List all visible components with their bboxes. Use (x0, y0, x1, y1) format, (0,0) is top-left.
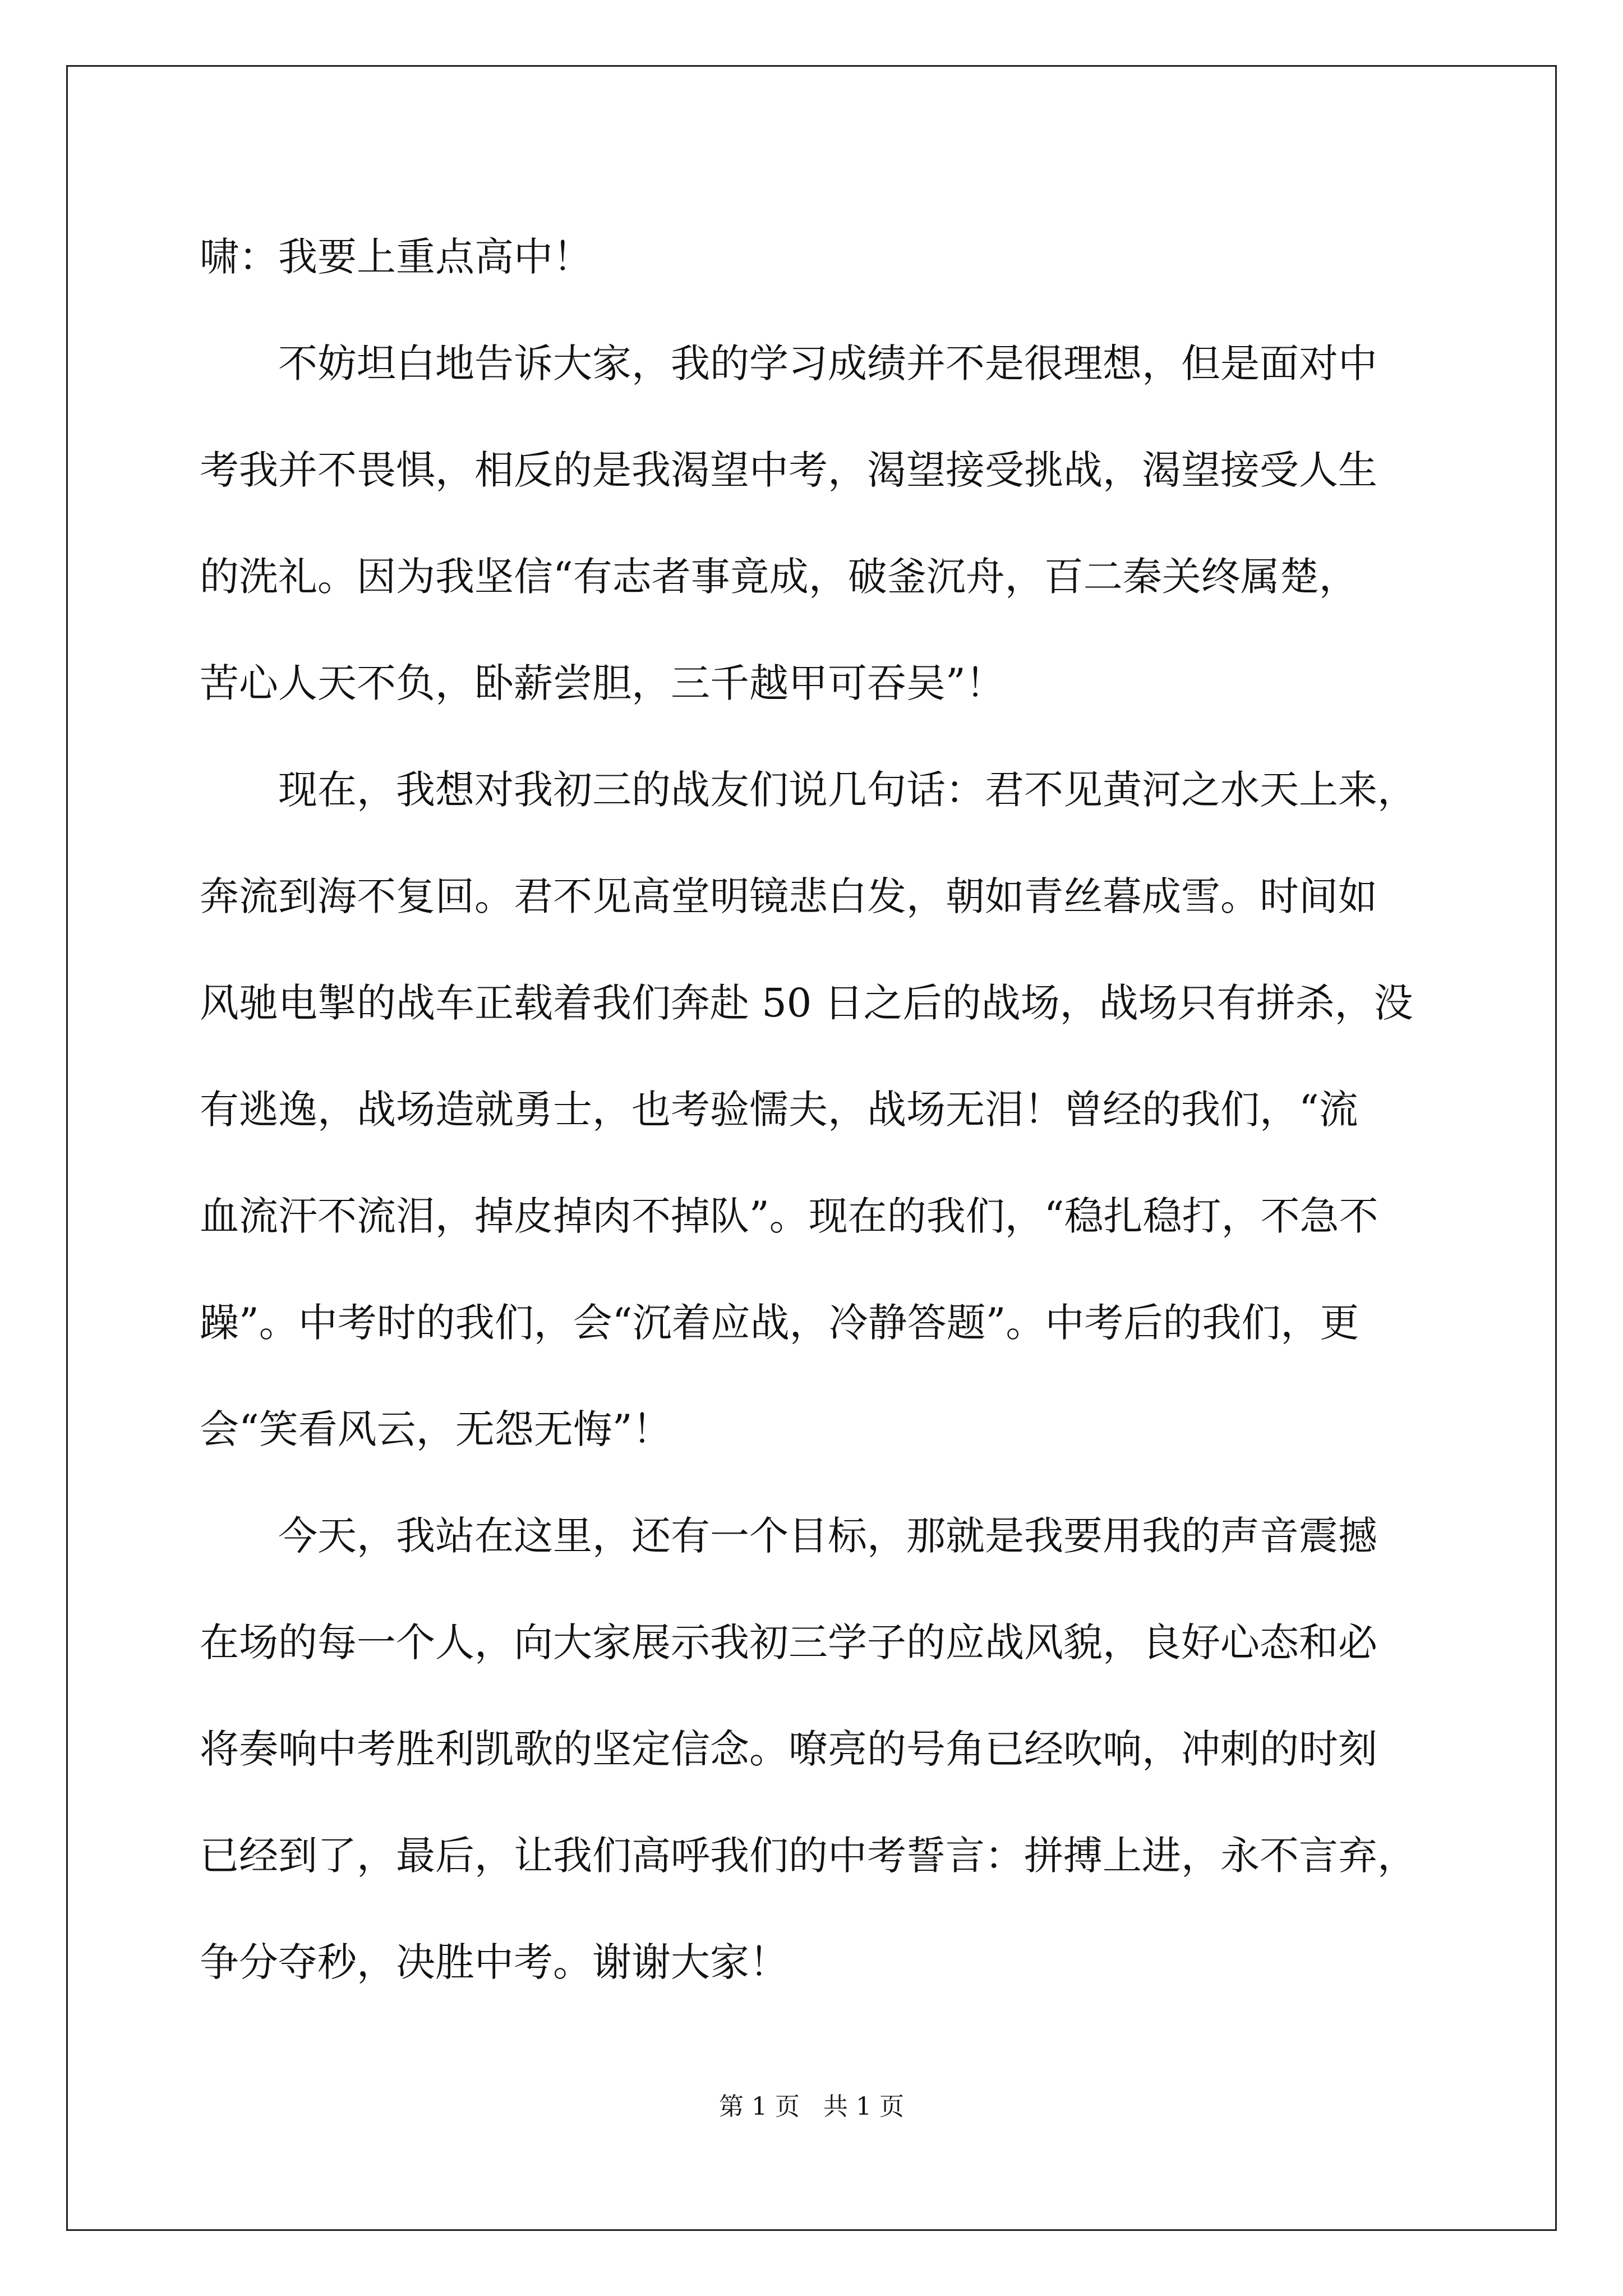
text-line: 躁”。中考时的我们，会“沉着应战，冷静答题”。中考后的我们，更 (200, 1300, 1359, 1346)
text-line: 在场的每一个人，向大家展示我初三学子的应战风貌，良好心态和必 (200, 1619, 1377, 1665)
text-line: 现在，我想对我初三的战友们说几句话：君不见黄河之水天上来， (200, 767, 1417, 813)
text-line: 啸：我要上重点高中！ (200, 234, 592, 280)
document-body (200, 204, 1437, 2016)
text-line: 考我并不畏惧，相反的是我渴望中考，渴望接受挑战，渴望接受人生 (200, 447, 1377, 493)
text-line: 已经到了，最后，让我们高呼我们的中考誓言：拼搏上进，永不言弃， (200, 1833, 1417, 1879)
text-line: 会“笑看风云，无怨无悔”！ (200, 1406, 672, 1452)
page-number-footer: 第 1 页 共 1 页 (719, 2092, 904, 2121)
text-line: 争分夺秒，决胜中考。谢谢大家！ (200, 1939, 789, 1985)
text-line: 奔流到海不复回。君不见高堂明镜悲白发，朝如青丝暮成雪。时间如 (200, 873, 1377, 919)
text-line: 有逃逸，战场造就勇士，也考验懦夫，战场无泪！曾经的我们，“流 (200, 1087, 1358, 1133)
text-line: 将奏响中考胜利凯歌的坚定信念。嘹亮的号角已经吹响，冲刺的时刻 (200, 1726, 1377, 1772)
text-line: 的洗礼。因为我坚信“有志者事竟成，破釜沉舟，百二秦关终属楚， (200, 554, 1358, 600)
text-line: 今天，我站在这里，还有一个目标，那就是我要用我的声音震撼 (200, 1513, 1377, 1559)
text-line: 苦心人天不负，卧薪尝胆，三千越甲可吞吴”！ (200, 660, 1005, 706)
text-line: 风驰电掣的战车正载着我们奔赴 50 日之后的战场，战场只有拼杀，没 (200, 980, 1413, 1026)
text-line: 血流汗不流泪，掉皮掉肉不掉队”。现在的我们，“稳扎稳打，不急不 (200, 1193, 1378, 1239)
text-line: 不妨坦白地告诉大家，我的学习成绩并不是很理想，但是面对中 (200, 341, 1377, 386)
